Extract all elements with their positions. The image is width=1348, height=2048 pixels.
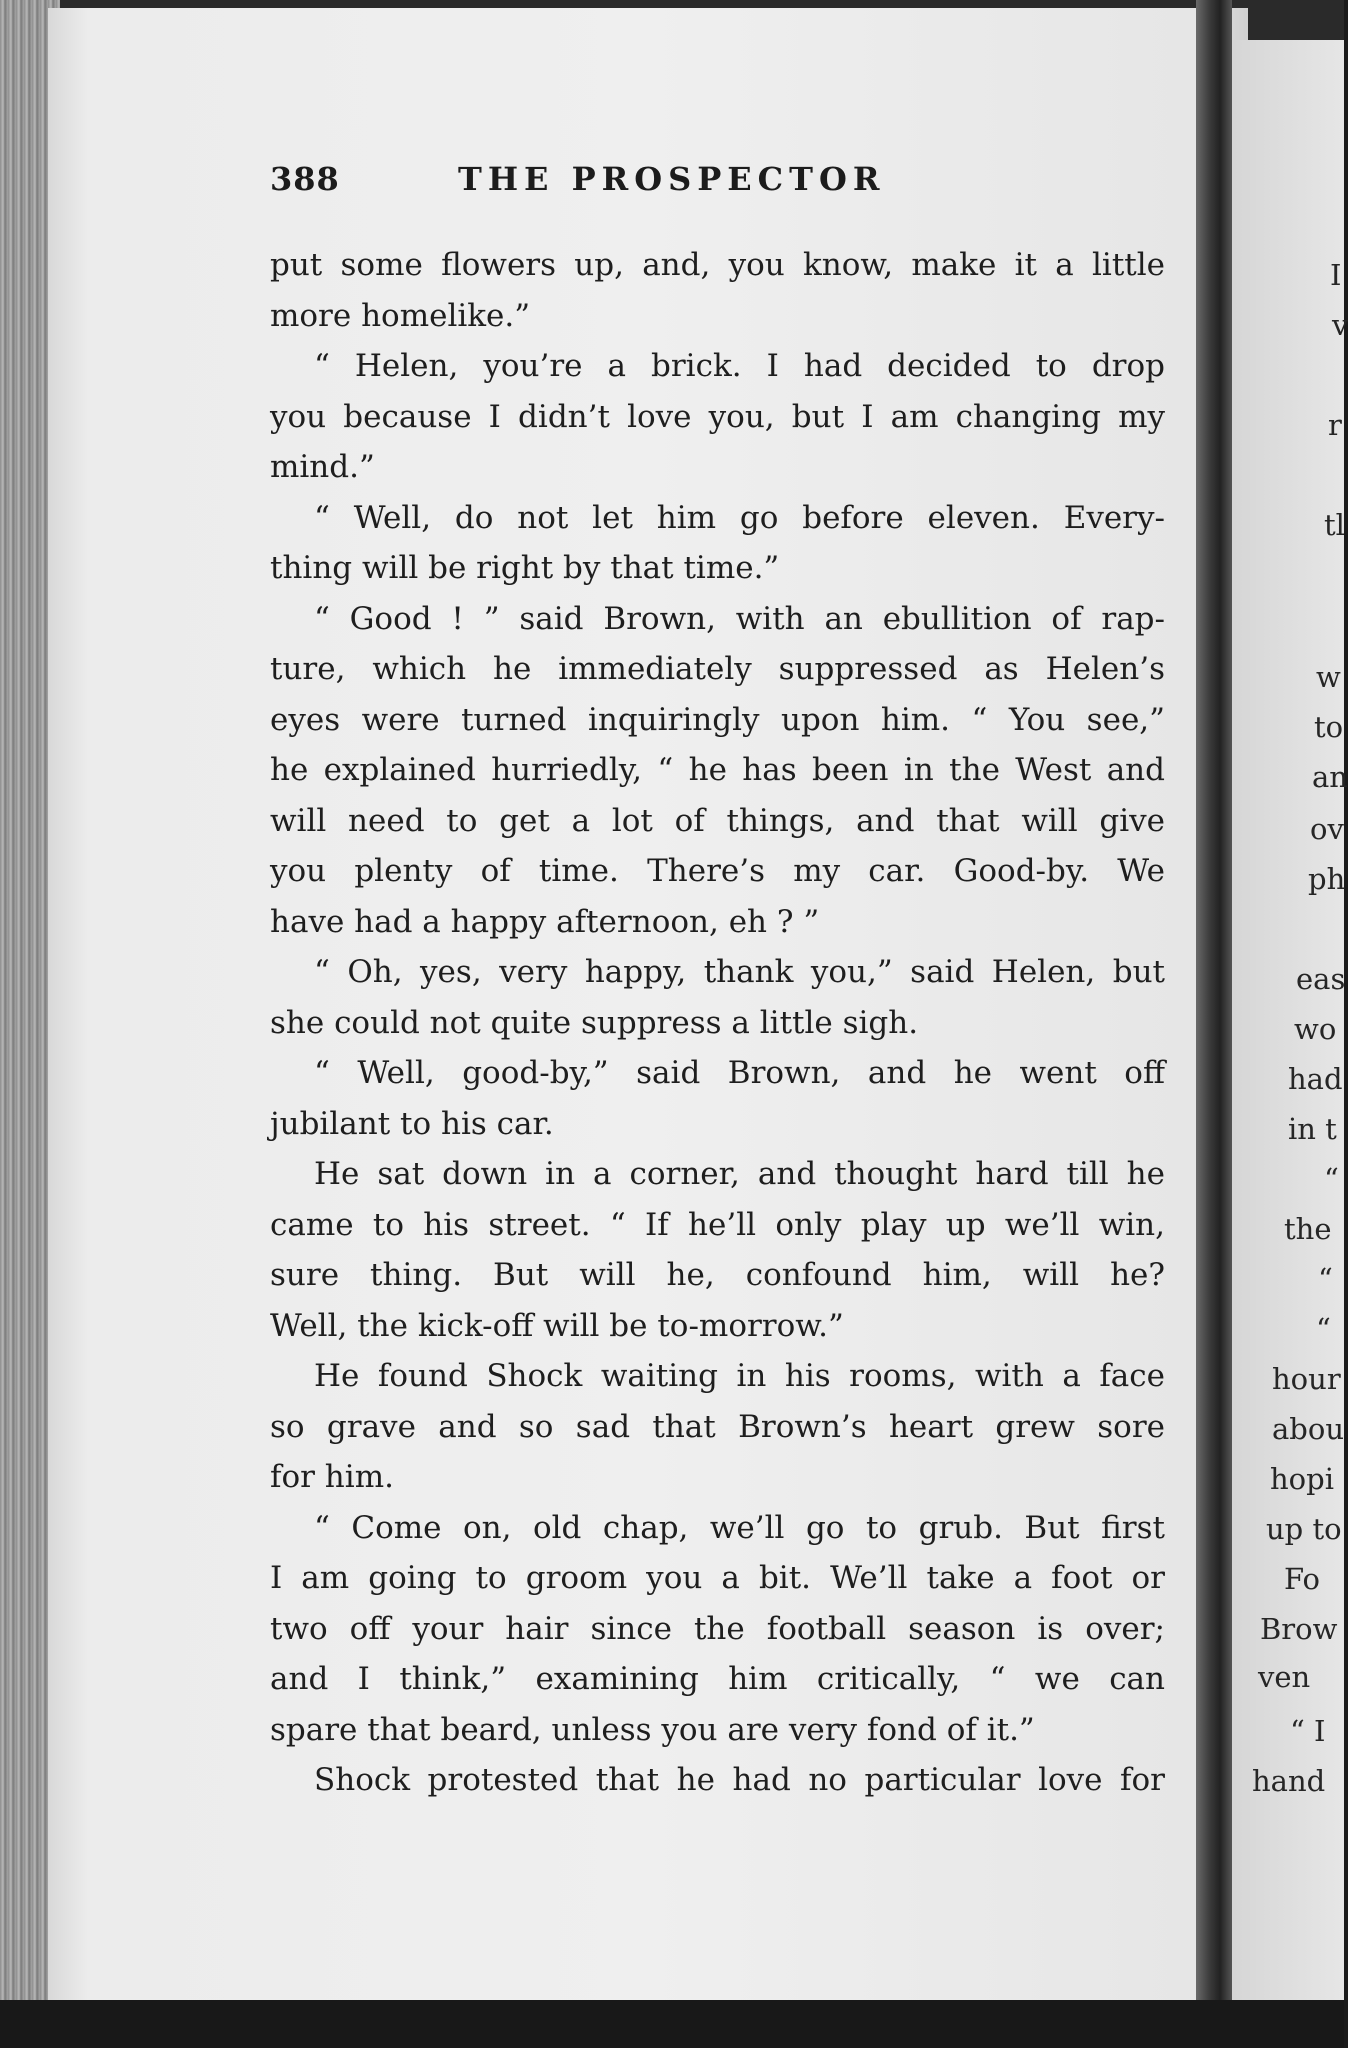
text-line: jubilant to his car. (270, 1105, 554, 1142)
text-line: he explained hurriedly, “ he has been in the West and (270, 752, 1165, 788)
right-fragment: r (1328, 408, 1342, 442)
text-line: sure thing. But will he, confound him, will he? (270, 1257, 1165, 1293)
right-fragment: wo (1294, 1012, 1337, 1046)
text-line: have had a happy afternoon, eh ? ” (270, 903, 820, 940)
text-line: will need to get a lot of things, and that will give (270, 802, 1165, 839)
right-fragment: ph (1308, 862, 1346, 896)
text-line: “ Well, do not let him go before eleven. Every- (314, 499, 1165, 536)
text-line: came to his street. “ If he’ll only play up we’ll win, (270, 1206, 1165, 1243)
page-header (270, 160, 1170, 210)
right-fragment: to (1314, 710, 1344, 744)
text-line: I am going to groom you a bit. We’ll take a foot or (270, 1560, 1165, 1596)
text-line: Well, the kick-off will be to-morrow.” (270, 1307, 844, 1344)
text-line: ture, which he immediately suppressed as Helen’s (270, 651, 1165, 687)
right-fragment: an (1312, 760, 1348, 794)
right-fragment: v (1332, 308, 1348, 342)
text-line: “ Well, good-by,” said Brown, and he went off (314, 1055, 1165, 1091)
right-fragment: w (1316, 660, 1341, 694)
text-line: He found Shock waiting in his rooms, with a face (314, 1358, 1165, 1394)
right-fragment: up to (1266, 1512, 1342, 1546)
right-fragment: Fo (1284, 1562, 1320, 1596)
right-fragment: hour (1272, 1362, 1341, 1396)
text-line: Shock protested that he had no particular love for (314, 1762, 1165, 1798)
right-fragment: “ I (1290, 1714, 1326, 1748)
text-line: He sat down in a corner, and thought hard till he (314, 1156, 1165, 1192)
text-line: “ Good ! ” said Brown, with an ebullition of rap- (314, 600, 1165, 637)
text-line: she could not quite suppress a little sigh. (270, 1004, 919, 1041)
page-number: 388 (270, 160, 340, 198)
right-fragment: had (1288, 1062, 1343, 1096)
right-fragment: abou (1272, 1412, 1344, 1446)
text-line: put some flowers up, and, you know, make it a little (270, 247, 1165, 283)
running-title: THE PROSPECTOR (458, 160, 886, 198)
text-line: two off your hair since the football season is over; (270, 1610, 1165, 1647)
right-fragment: “ (1324, 1162, 1339, 1196)
right-fragment: the (1284, 1212, 1332, 1246)
right-fragment: “ (1318, 1262, 1333, 1296)
right-fragment: hopi (1270, 1462, 1334, 1496)
text-line: you plenty of time. There’s my car. Good-by. We (270, 853, 1165, 889)
text-line: and I think,” examining him critically, “ we can (270, 1661, 1165, 1697)
right-fragment: ov (1310, 812, 1344, 846)
text-line: for him. (270, 1459, 394, 1495)
right-page-text-fragments (1232, 0, 1348, 2048)
right-fragment: I (1330, 258, 1342, 292)
text-line: “ Come on, old chap, we’ll go to grub. But first (314, 1509, 1165, 1546)
body-text (270, 240, 1165, 1806)
right-fragment: Brow (1260, 1612, 1338, 1646)
text-line: mind.” (270, 449, 375, 485)
right-fragment: tl (1324, 508, 1345, 542)
text-line: “ Helen, you’re a brick. I had decided to drop (314, 348, 1165, 384)
right-fragment: eas (1296, 962, 1346, 996)
right-fragment: hand (1252, 1764, 1326, 1798)
right-fragment: in t (1288, 1112, 1337, 1146)
right-fragment: “ (1316, 1312, 1331, 1346)
text-line: so grave and so sad that Brown’s heart grew sore (270, 1408, 1165, 1445)
right-fragment: ven (1258, 1660, 1311, 1694)
scan-bottom-border (0, 2000, 1344, 2048)
book-gutter (1196, 0, 1232, 2048)
text-line: you because I didn’t love you, but I am changing my (270, 398, 1165, 435)
text-line: more homelike.” (270, 297, 531, 334)
text-line: “ Oh, yes, very happy, thank you,” said Helen, but (314, 954, 1165, 990)
text-line: eyes were turned inquiringly upon him. “ You see,” (270, 701, 1165, 738)
text-line: thing will be right by that time.” (270, 550, 780, 586)
text-line: spare that beard, unless you are very fond of it.” (270, 1711, 1035, 1748)
